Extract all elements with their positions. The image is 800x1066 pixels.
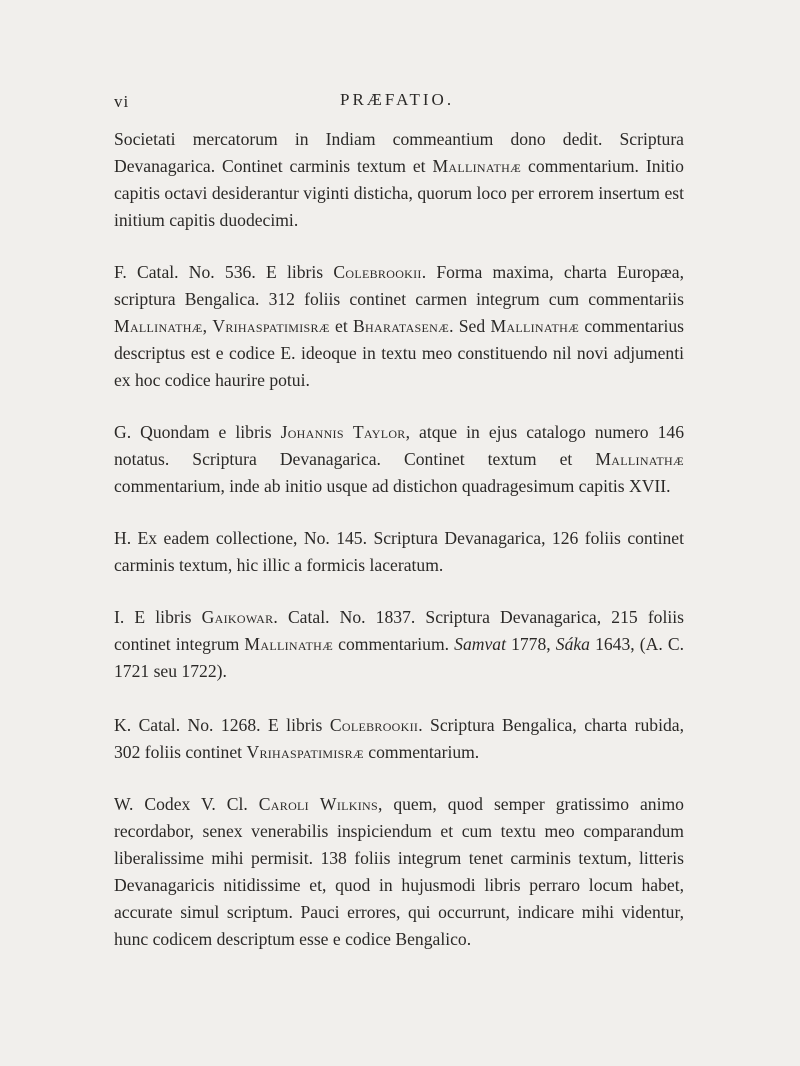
text-run: K. Catal. No. 1268. E libris <box>114 715 330 735</box>
italic-term: Samvat <box>454 634 506 654</box>
text-run: 1643, (A. C. 1721 seu 1722). <box>114 634 684 681</box>
proper-name: Mallinathæ <box>244 634 334 654</box>
italic-term: Sáka <box>555 634 590 654</box>
text-run: G. Quondam e libris <box>114 422 281 442</box>
text-run: I. E libris <box>114 607 202 627</box>
text-run: . Scriptura Bengalica, charta rubida, 302 foliis continet <box>114 715 684 762</box>
proper-name: Mallinathæ <box>595 449 684 469</box>
text-run: . Catal. No. 1837. Scriptura Devanagarica, 215 foliis continet integrum <box>114 607 684 654</box>
proper-name: Mallinathæ <box>490 316 580 336</box>
text-run: commentarium. <box>363 742 480 762</box>
text-run: . Sed <box>449 316 491 336</box>
paragraph-codex-k <box>114 712 684 766</box>
text-run: commentarius descriptus est e codice E. ideoque in textu meo constituendo nil novi adjumenti ex hoc codice haurire potui. <box>114 316 685 390</box>
proper-name: Mallinathæ <box>114 316 203 336</box>
paragraph-codex-f <box>114 259 684 394</box>
text-run: Societati mercatorum in Indiam commeantium dono dedit. Scriptura Devanagarica. Continet carminis textum et <box>114 129 684 176</box>
proper-name: Vrihaspatimisræ <box>212 316 330 336</box>
page-number: vi <box>114 92 130 111</box>
proper-name: Colebrookii <box>333 262 422 282</box>
paragraph-codex-w <box>114 791 684 953</box>
proper-name: Caroli Wilkins <box>258 794 378 814</box>
text-run: , <box>202 316 213 336</box>
text-run: , atque in ejus catalogo numero 146 notatus. Scriptura Devanagarica. Continet textum et <box>114 422 684 469</box>
text-run: commentarium. Initio capitis octavi desiderantur viginti disticha, quorum loco per errorem insertum est initium capitis duodecimi. <box>114 156 684 230</box>
proper-name: Bharatasenæ <box>353 316 450 336</box>
text-run: et <box>329 316 354 336</box>
body-text <box>114 126 684 978</box>
text-run: F. Catal. No. 536. E libris <box>114 262 334 282</box>
text-run: , quem, quod semper gratissimo animo recordabor, senex venerabilis inspiciendum et cum textu meo comparandum liberalissime mihi permisit. 138 foliis integrum tenet carminis textum, litteris Devanagaricis nitidissime et, quod in hujusmodi libris perraro locum habet, accurate simul scriptum. Pauci errores, qui occurrunt, indicare mihi videntur, hunc codicem descriptum esse e codice Bengalico. <box>114 794 684 949</box>
proper-name: Colebrookii <box>329 715 419 735</box>
proper-name: Mallinathæ <box>432 156 522 176</box>
text-run: commentarium, inde ab initio usque ad distichon quadragesimum capitis XVII. <box>114 476 671 496</box>
paragraph-codex-h <box>114 525 684 579</box>
paragraph-codex-g <box>114 419 684 500</box>
text-run: W. Codex V. Cl. <box>114 794 259 814</box>
proper-name: Johannis Taylor <box>280 422 406 442</box>
running-title: PRÆFATIO. <box>340 90 455 109</box>
text-run: H. Ex eadem collectione, No. 145. Scriptura Devanagarica, 126 foliis continet carminis textum, hic illic a formicis laceratum. <box>114 528 684 575</box>
proper-name: Vrihaspatimisræ <box>246 742 364 762</box>
text-run: 1778, <box>505 634 556 654</box>
text-run: commentarium. <box>333 634 455 654</box>
page-header <box>0 88 800 118</box>
paragraph-continuation <box>114 126 684 234</box>
proper-name: Gaikowar <box>201 607 274 627</box>
paragraph-codex-i <box>114 604 684 685</box>
text-run: . Forma maxima, charta Europæa, scriptura Bengalica. 312 foliis continet carmen integrum cum commentariis <box>114 262 684 309</box>
